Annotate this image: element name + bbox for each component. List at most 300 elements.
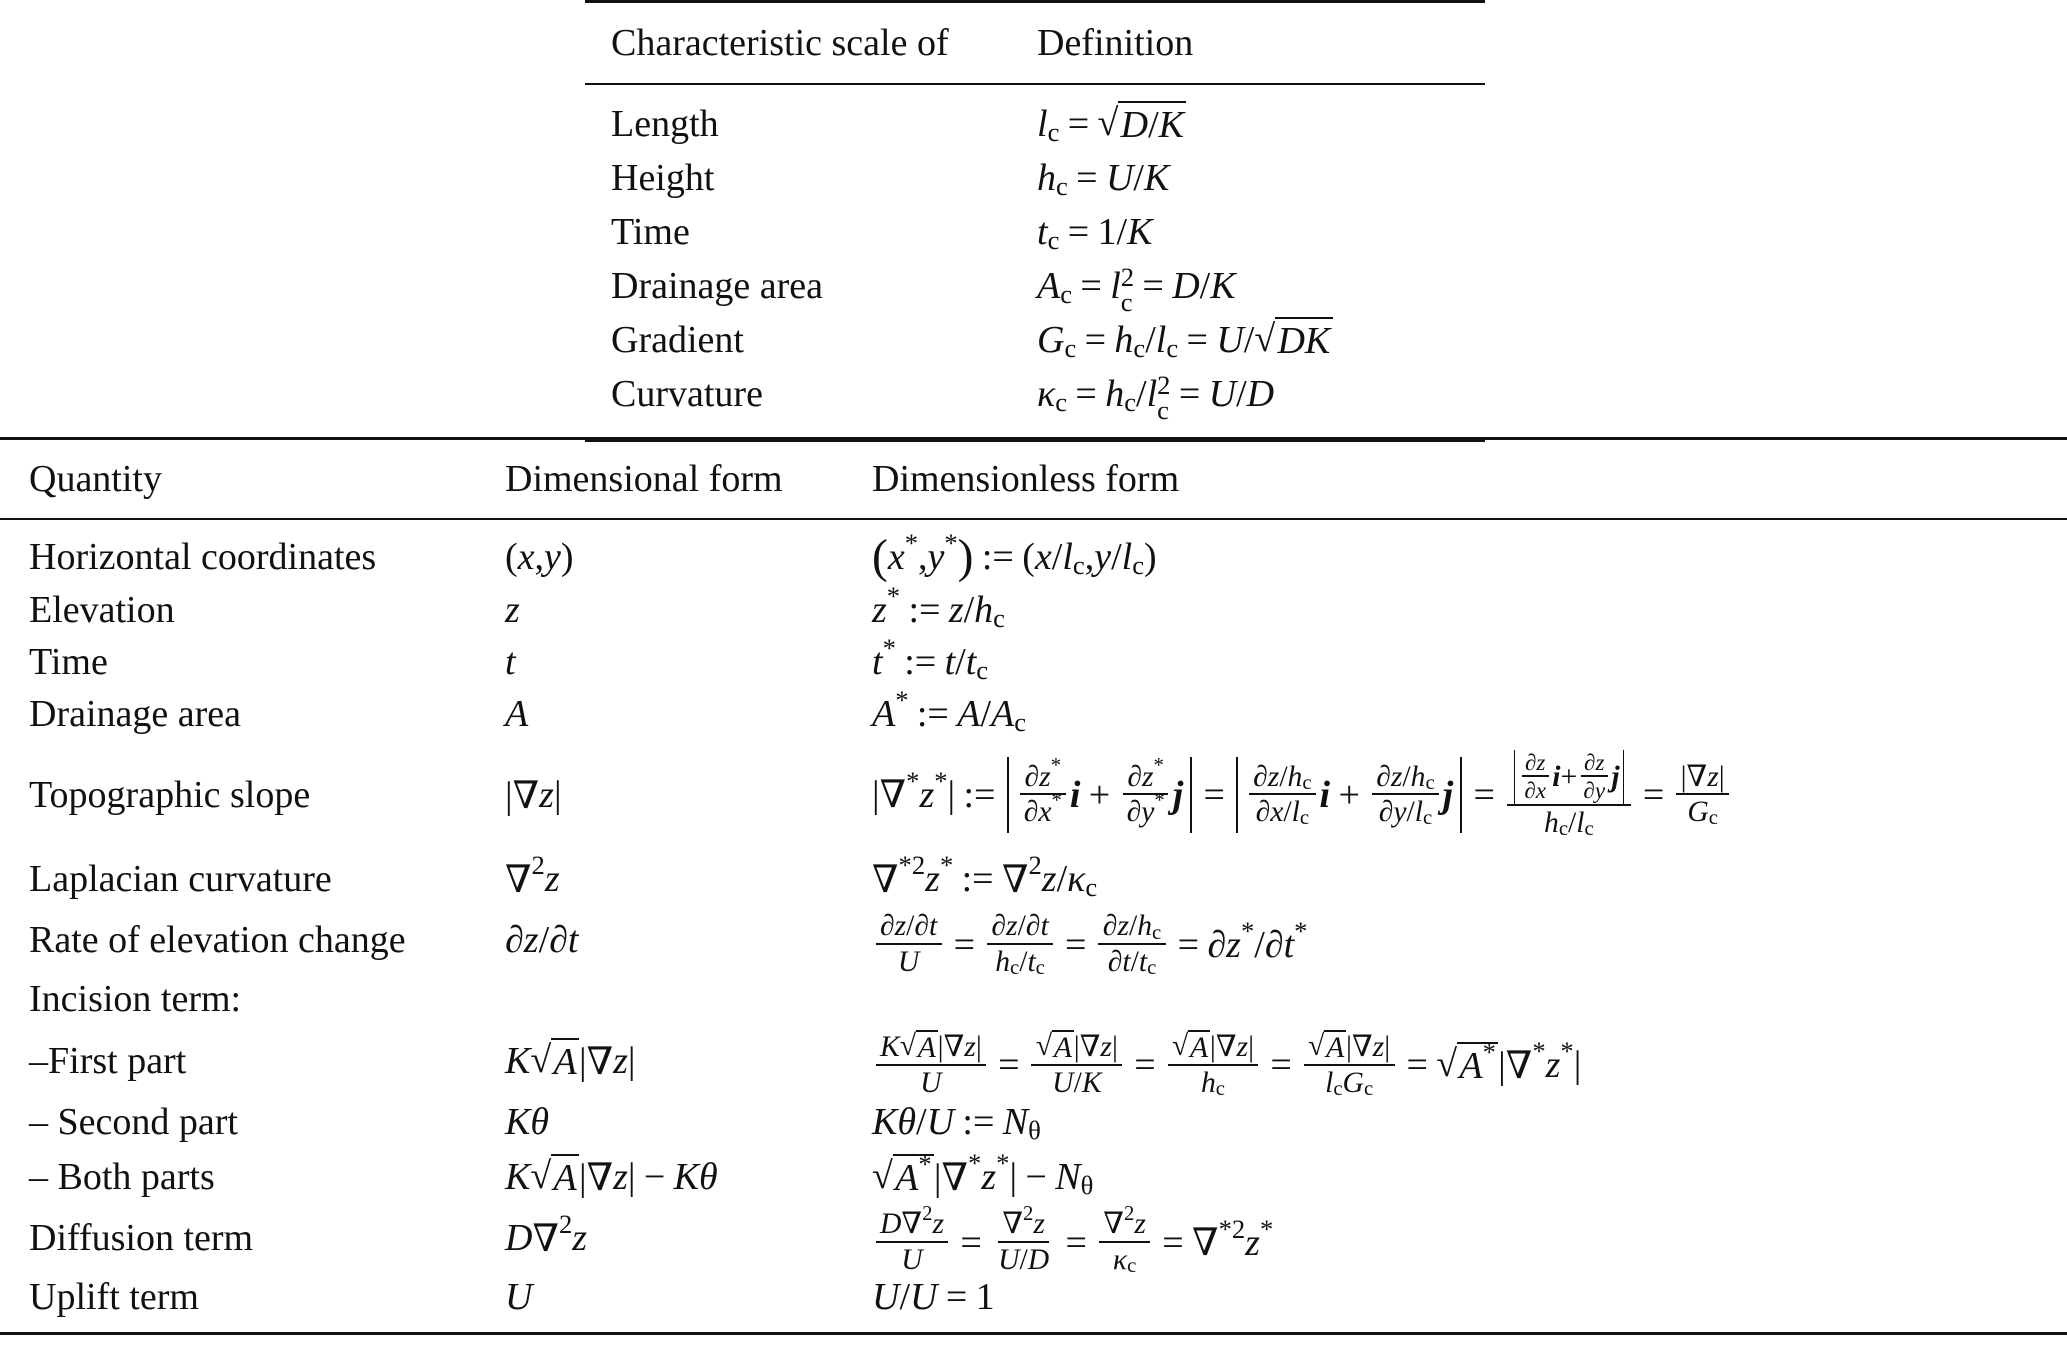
math-variable: l bbox=[1325, 1067, 1334, 1100]
radicand bbox=[916, 1030, 938, 1065]
math-variable: U bbox=[910, 1276, 938, 1318]
math-subscript: c bbox=[1152, 921, 1162, 944]
denominator bbox=[1251, 795, 1313, 829]
quantity-row bbox=[0, 740, 2067, 850]
numerator bbox=[987, 910, 1053, 945]
math-variable: l bbox=[1576, 806, 1585, 839]
math-operator: + bbox=[1088, 773, 1111, 816]
math-text: |∇ bbox=[1346, 1030, 1373, 1063]
math-operator: := bbox=[981, 536, 1014, 578]
math-variable: t bbox=[929, 910, 938, 943]
math-variable: l bbox=[1121, 536, 1133, 578]
math-text: | bbox=[627, 1156, 636, 1198]
square-root bbox=[1308, 1030, 1346, 1065]
quantity-row bbox=[0, 530, 2067, 584]
math-superscript: * bbox=[1294, 915, 1308, 946]
math-variable: y bbox=[1141, 796, 1155, 829]
math-subscript: c bbox=[1072, 550, 1085, 580]
math-variable: z bbox=[1536, 748, 1546, 775]
math-superscript: * bbox=[886, 581, 901, 612]
math-variable: z bbox=[932, 1208, 944, 1241]
math-operator: = bbox=[1270, 1044, 1292, 1086]
math-variable: U bbox=[1208, 373, 1237, 415]
math-superscript: * bbox=[1050, 755, 1062, 778]
math-text: / bbox=[1130, 945, 1139, 978]
denominator bbox=[1048, 1066, 1106, 1100]
dimensionless-form bbox=[842, 581, 2067, 633]
math-variable: U bbox=[1052, 1067, 1074, 1100]
math-variable: z bbox=[572, 1217, 588, 1259]
math-variable: h bbox=[1137, 910, 1153, 943]
math-variable: z bbox=[1100, 1030, 1112, 1063]
math-text: ∇ bbox=[1001, 858, 1029, 901]
math-variable: G bbox=[1342, 1067, 1364, 1100]
math-variable: z bbox=[1372, 1030, 1385, 1063]
math-subscript: θ bbox=[1028, 1115, 1041, 1145]
math-text: / bbox=[1148, 104, 1159, 146]
math-variable: t bbox=[1122, 945, 1131, 978]
quantity-row bbox=[0, 633, 2067, 688]
numerator bbox=[1098, 910, 1165, 945]
unit-vector: j bbox=[1611, 760, 1620, 793]
math-variable: K bbox=[505, 1040, 531, 1082]
math-text: |∇ bbox=[505, 774, 540, 817]
quantity-row bbox=[0, 1148, 2067, 1206]
scale-definition bbox=[1037, 261, 1485, 317]
math-variable: z bbox=[1134, 1208, 1146, 1241]
math-text: / bbox=[1116, 211, 1128, 253]
radicand bbox=[551, 1154, 579, 1200]
math-operator: := bbox=[908, 589, 941, 631]
math-superscript: 2 bbox=[1123, 1202, 1135, 1225]
math-text: /∂ bbox=[1254, 923, 1284, 966]
math-variable: K bbox=[879, 1030, 900, 1063]
math-variable: l bbox=[1414, 796, 1423, 829]
math-variable: t bbox=[1138, 945, 1148, 978]
math-subscript: c bbox=[1085, 872, 1098, 902]
numerator bbox=[876, 910, 942, 945]
math-operator: := bbox=[962, 1101, 995, 1143]
dimensional-form bbox=[475, 850, 842, 902]
radical-sign-icon: √ bbox=[1172, 1029, 1189, 1062]
quantity-row bbox=[0, 1270, 2067, 1324]
math-subscript: c bbox=[1035, 956, 1045, 979]
dimensional-form bbox=[475, 1209, 842, 1261]
math-subscript: c bbox=[1584, 817, 1594, 840]
unit-vector: i bbox=[1069, 773, 1081, 816]
radicand bbox=[1188, 1030, 1210, 1065]
radicand bbox=[1457, 1037, 1498, 1088]
dimensionless-forms-table bbox=[0, 437, 2067, 1335]
radical-sign-icon: √ bbox=[899, 1029, 917, 1062]
math-text: ∂ bbox=[1102, 910, 1118, 943]
math-variable: A bbox=[957, 693, 981, 735]
dimensionless-form bbox=[842, 685, 2067, 737]
math-operator: = bbox=[998, 1044, 1020, 1086]
math-operator: = bbox=[1134, 1044, 1156, 1086]
math-variable: Kθ bbox=[505, 1101, 550, 1143]
math-variable: A bbox=[505, 693, 529, 735]
math-operator: = bbox=[1076, 157, 1098, 199]
dimensional-form bbox=[475, 640, 842, 684]
math-operator: = bbox=[1084, 319, 1107, 361]
scale-definition bbox=[1037, 156, 1485, 200]
math-variable: G bbox=[1687, 796, 1709, 829]
math-subscript: c bbox=[1127, 1254, 1137, 1277]
math-variable: A bbox=[553, 1041, 577, 1083]
math-text: ) bbox=[1144, 536, 1157, 578]
math-operator: := bbox=[961, 858, 994, 900]
square-root bbox=[1254, 317, 1332, 363]
math-text: |∇ bbox=[933, 1156, 969, 1199]
scale-label: Length bbox=[611, 103, 719, 145]
math-text: ∂ bbox=[505, 919, 524, 961]
math-subscript: c bbox=[1363, 1078, 1374, 1100]
math-text: | bbox=[947, 773, 956, 816]
fraction bbox=[876, 1202, 949, 1277]
dimensional-form bbox=[475, 1038, 842, 1084]
math-variable: Kθ bbox=[872, 1101, 917, 1143]
math-operator: = bbox=[945, 1276, 968, 1318]
math-superscript: * bbox=[1482, 1037, 1496, 1068]
math-superscript: * bbox=[906, 766, 920, 797]
math-variable: h bbox=[974, 589, 994, 631]
math-text: ( bbox=[1022, 536, 1035, 578]
dimensionless-form bbox=[842, 530, 2067, 584]
math-variable: K bbox=[1081, 1067, 1102, 1100]
math-variable: A bbox=[1459, 1045, 1483, 1087]
math-text: |∇ bbox=[1073, 1030, 1101, 1063]
math-variable: l bbox=[1037, 103, 1048, 145]
numerator bbox=[1507, 750, 1631, 806]
math-operator: = bbox=[960, 1221, 982, 1264]
unit-vector: i bbox=[1319, 773, 1331, 816]
math-text: ∂ bbox=[1024, 760, 1040, 793]
math-operator: = bbox=[1177, 923, 1199, 966]
quantity-label: Topographic slope bbox=[29, 774, 311, 816]
math-variable: U bbox=[926, 1101, 955, 1143]
math-variable: D bbox=[1246, 373, 1275, 415]
math-superscript: 2 bbox=[531, 850, 545, 881]
math-variable: y bbox=[544, 536, 561, 578]
math-variable: A bbox=[1190, 1031, 1209, 1064]
quantity-row bbox=[0, 908, 2067, 979]
dimensional-form bbox=[475, 1154, 842, 1200]
radicand bbox=[1324, 1030, 1346, 1065]
dimensionless-form bbox=[842, 1148, 2067, 1200]
math-superscript: * bbox=[939, 850, 954, 881]
math-variable: h bbox=[995, 945, 1010, 978]
math-text: / bbox=[1283, 796, 1292, 829]
dimensionless-form bbox=[842, 901, 2067, 979]
math-text: | bbox=[975, 1030, 982, 1063]
math-text: ∂ bbox=[1583, 777, 1595, 804]
math-variable: U bbox=[998, 1243, 1020, 1276]
scale-label: Time bbox=[611, 211, 690, 253]
scale-label: Height bbox=[611, 157, 715, 199]
math-superscript: * bbox=[1560, 1036, 1574, 1067]
math-variable: U bbox=[872, 1276, 900, 1318]
math-text: ∂ bbox=[1023, 796, 1039, 829]
math-text: / bbox=[1236, 373, 1247, 415]
math-text: / bbox=[1111, 536, 1122, 578]
quantity-label: Elevation bbox=[29, 589, 175, 631]
math-text: / bbox=[1019, 945, 1028, 978]
denominator bbox=[916, 1066, 946, 1100]
math-variable: t bbox=[1037, 211, 1048, 253]
math-variable: K bbox=[1158, 104, 1185, 146]
math-operator: = bbox=[1162, 1221, 1184, 1264]
math-text: |∇ bbox=[1680, 760, 1708, 793]
math-superscript: * bbox=[1051, 790, 1062, 812]
math-text: /∂ bbox=[538, 919, 568, 961]
fraction bbox=[1521, 750, 1550, 804]
quantity-label: –First part bbox=[29, 1040, 187, 1082]
math-variable: z bbox=[1236, 1030, 1249, 1063]
numerator bbox=[1168, 1030, 1259, 1067]
math-text: |∇ bbox=[1209, 1030, 1237, 1063]
math-variable: z bbox=[919, 773, 935, 816]
math-text: ∇ bbox=[872, 858, 899, 901]
math-subscript: c bbox=[1055, 387, 1068, 417]
numerator bbox=[1676, 761, 1729, 796]
math-subscript: c bbox=[1060, 279, 1073, 309]
fraction bbox=[1372, 761, 1439, 830]
math-text: / bbox=[1051, 536, 1063, 578]
math-variable: x bbox=[1038, 796, 1052, 829]
math-subscript: c bbox=[976, 655, 989, 685]
header-quantity: Quantity bbox=[29, 458, 162, 500]
header-dimensional-form: Dimensional form bbox=[505, 458, 783, 500]
math-operator: = bbox=[953, 923, 976, 966]
math-variable: U bbox=[505, 1276, 533, 1318]
math-text: / bbox=[963, 589, 975, 631]
math-subscript: c bbox=[1558, 817, 1569, 840]
math-superscript: * bbox=[996, 1148, 1010, 1179]
math-variable: y bbox=[927, 536, 945, 578]
math-operator: = bbox=[1067, 103, 1090, 145]
math-variable: z bbox=[1707, 760, 1719, 793]
math-text: /∂ bbox=[906, 910, 930, 943]
math-variable: U bbox=[920, 1067, 942, 1100]
math-text: ∂ bbox=[1376, 760, 1391, 793]
math-variable: A bbox=[991, 693, 1015, 735]
math-superscript: 2 bbox=[1023, 1202, 1034, 1225]
math-operator: = bbox=[1080, 265, 1102, 307]
fraction bbox=[1168, 1030, 1259, 1101]
quantity-label: Rate of elevation change bbox=[29, 919, 406, 961]
math-text: / bbox=[1128, 910, 1138, 943]
math-subscript: c bbox=[1010, 956, 1020, 979]
math-variable: z bbox=[1041, 858, 1057, 900]
math-superscript: 2 bbox=[1120, 261, 1135, 292]
denominator bbox=[1321, 1066, 1378, 1100]
math-subscript: c bbox=[1147, 956, 1157, 979]
math-variable: D bbox=[505, 1217, 533, 1259]
math-variable: z bbox=[1226, 923, 1241, 966]
scale-definition bbox=[1037, 210, 1485, 254]
math-subscript: c bbox=[1047, 117, 1060, 147]
radical-sign-icon: √ bbox=[530, 1155, 552, 1197]
math-text: ∂ bbox=[1255, 796, 1271, 829]
math-text: , bbox=[1084, 536, 1095, 578]
math-variable: h bbox=[1544, 806, 1559, 839]
math-superscript: * bbox=[918, 1149, 932, 1180]
denominator bbox=[1122, 790, 1169, 829]
math-variable: U bbox=[901, 1243, 923, 1276]
math-subscript: c bbox=[1166, 333, 1179, 363]
numerator bbox=[1249, 761, 1316, 796]
unit-vector: i bbox=[1552, 760, 1561, 793]
square-root bbox=[900, 1030, 938, 1065]
math-text: /∂ bbox=[1017, 910, 1041, 943]
dimensionless-form bbox=[842, 750, 2067, 840]
numerator bbox=[1099, 1202, 1150, 1243]
denominator bbox=[1019, 790, 1066, 829]
math-operator: = bbox=[1067, 211, 1090, 253]
math-variable: l bbox=[1291, 796, 1300, 829]
dimensionless-form bbox=[842, 1275, 2067, 1319]
absolute-value bbox=[1007, 757, 1192, 833]
square-root bbox=[1036, 1030, 1074, 1065]
quantity-label: Time bbox=[29, 641, 108, 683]
fraction bbox=[1580, 750, 1609, 804]
math-operator: = bbox=[1065, 923, 1087, 966]
radical-sign-icon: √ bbox=[1035, 1029, 1053, 1062]
numerator bbox=[1581, 750, 1608, 777]
math-text: |∇ bbox=[872, 774, 907, 817]
fraction bbox=[1676, 761, 1729, 830]
scales-table-header bbox=[585, 3, 1485, 83]
math-variable: h bbox=[1200, 1067, 1216, 1100]
math-variable: z bbox=[1390, 760, 1403, 793]
fraction bbox=[876, 910, 942, 979]
math-text: / bbox=[1199, 265, 1211, 307]
math-text: / bbox=[980, 693, 992, 735]
math-superscript: * bbox=[1259, 1213, 1274, 1244]
radical-sign-icon: √ bbox=[530, 1039, 552, 1081]
quantity-row bbox=[0, 685, 2067, 740]
dimensional-form bbox=[475, 1275, 842, 1319]
dimensional-form bbox=[475, 1100, 842, 1144]
absolute-value bbox=[1236, 757, 1462, 833]
scales-table-body bbox=[585, 85, 1485, 439]
quantity-label: – Both parts bbox=[29, 1156, 215, 1198]
math-subscript: c bbox=[1120, 286, 1133, 317]
math-variable: D bbox=[1027, 1243, 1050, 1276]
scale-definition bbox=[1037, 317, 1485, 363]
scale-row bbox=[585, 205, 1485, 259]
scale-label: Curvature bbox=[611, 373, 763, 415]
math-text: | bbox=[627, 1040, 636, 1082]
math-variable: A bbox=[553, 1157, 577, 1199]
square-root bbox=[530, 1038, 579, 1084]
math-text: 1 bbox=[975, 1276, 995, 1318]
forms-table-header bbox=[0, 440, 2067, 518]
math-text: / bbox=[1406, 796, 1415, 829]
math-variable: κ bbox=[1037, 373, 1056, 415]
math-variable: z bbox=[894, 910, 907, 943]
math-operator: = bbox=[1186, 319, 1208, 361]
math-operator: = bbox=[1642, 773, 1665, 816]
math-variable: K bbox=[1127, 211, 1153, 253]
math-variable: y bbox=[1594, 777, 1606, 804]
fraction bbox=[1019, 755, 1066, 830]
quantity-row bbox=[0, 972, 2067, 1026]
forms-table-body bbox=[0, 520, 2067, 1332]
radicand bbox=[1275, 317, 1332, 363]
math-subscript: c bbox=[1064, 333, 1077, 363]
math-variable: D bbox=[1120, 104, 1149, 146]
dimensionless-form bbox=[842, 977, 2067, 1021]
math-operator: − bbox=[643, 1156, 666, 1198]
math-paren: ( bbox=[872, 531, 888, 583]
denominator bbox=[1374, 795, 1436, 829]
math-superscript: * bbox=[895, 685, 909, 716]
math-text: ∂ bbox=[1207, 923, 1227, 966]
math-superscript: * bbox=[944, 528, 958, 559]
math-text: 1 bbox=[1097, 211, 1117, 253]
denominator bbox=[994, 1243, 1054, 1277]
math-text: / bbox=[1136, 373, 1147, 415]
math-superscript: * bbox=[882, 633, 896, 664]
radical-sign-icon: √ bbox=[1254, 318, 1276, 360]
math-text: |∇ bbox=[937, 1030, 965, 1063]
math-variable: z bbox=[1245, 1221, 1260, 1264]
math-text: ∇ bbox=[505, 858, 532, 901]
math-variable: K bbox=[505, 1156, 531, 1198]
dimensionless-form bbox=[842, 850, 2067, 902]
math-text: ∇ bbox=[1002, 1208, 1024, 1241]
math-subscript: c bbox=[1215, 1078, 1225, 1100]
math-variable: A bbox=[917, 1031, 936, 1064]
math-variable: A bbox=[1053, 1031, 1073, 1064]
math-text: / bbox=[955, 641, 966, 683]
math-variable: U bbox=[897, 945, 920, 978]
math-text: / bbox=[1568, 806, 1577, 839]
scale-definition bbox=[1037, 101, 1485, 147]
math-text: |∇ bbox=[578, 1040, 614, 1083]
math-variable: z bbox=[1033, 1208, 1045, 1241]
math-subscript: c bbox=[1132, 550, 1144, 580]
math-variable: z bbox=[1142, 760, 1154, 793]
math-variable: y bbox=[1393, 796, 1407, 829]
math-variable: z bbox=[544, 858, 560, 900]
radicand bbox=[1052, 1030, 1074, 1065]
math-text: ( bbox=[505, 536, 518, 578]
math-variable: z bbox=[1595, 748, 1605, 775]
math-text: ∂ bbox=[879, 910, 895, 943]
unit-vector: j bbox=[1442, 773, 1454, 816]
math-paren: ) bbox=[957, 531, 974, 583]
math-text: ) bbox=[560, 536, 574, 578]
math-operator: := bbox=[963, 773, 996, 816]
math-text: ∂ bbox=[1524, 748, 1537, 775]
math-subscript: c bbox=[1425, 772, 1435, 795]
math-variable: z bbox=[1006, 910, 1018, 943]
math-text: / bbox=[1243, 319, 1255, 361]
math-subscript: c bbox=[1133, 333, 1146, 363]
math-variable: t bbox=[505, 641, 516, 683]
math-text: ∇ bbox=[901, 1208, 923, 1241]
dimensional-form bbox=[475, 588, 842, 632]
denominator bbox=[1683, 795, 1722, 829]
math-variable: U bbox=[1216, 319, 1244, 361]
math-variable: G bbox=[1037, 319, 1065, 361]
math-text: / bbox=[1133, 157, 1144, 199]
numerator bbox=[1522, 750, 1549, 777]
math-text: , bbox=[918, 536, 928, 578]
